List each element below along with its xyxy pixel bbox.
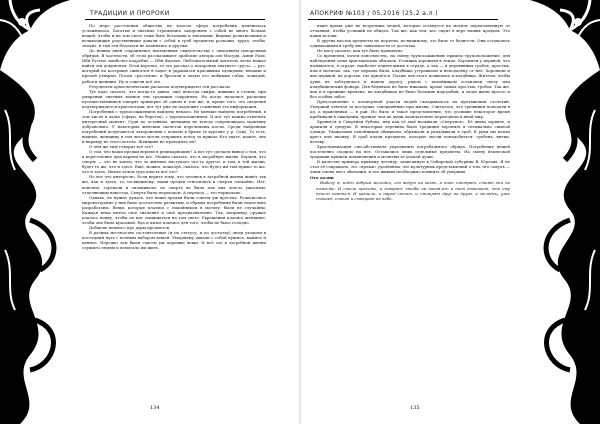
paragraph: Однако, не нужно думать, что наши предки были совсем уж простые. Религиозное мировоззрение у них было достаточно развитым, и обряды погребения были тщательно разработаны. Вещи, которые клались с покойником в могилу, были не случайны. Каждая вещь имела своё значение и своё предназначение. Так, например, оружие клалось воину, чтобы он мог защищаться на том свете. Украшения клались женщине, чтобы она была красивой. Еда и питьё клались для того, чтобы не было голодно.: [82, 194, 266, 225]
paragraph: О чём же ещё говорит всё это?: [89, 144, 154, 150]
paragraph: Добавлю немного про дары предметов.: [89, 224, 171, 230]
header-rule: [308, 19, 498, 20]
left-text-column: [82, 23, 266, 381]
paragraph: До наших дней сохранились письменные свидетельства с описанием похоронных обрядов. В частности, об этом рассказывают арабские авторы аль-Масуди, Амин Рази, Ибн Рустен, наиболее подробно — Ибн Фадлан. Любознательный читатель легко может найти эти документы. Если коротко, то это рассказ о похоронах знатного «руса» — рус, который на кострище сжигался в ладье и украшался красивыми одеждами, вещами и прочей утварью. Потом «рассеяли» и бросали в ладью его любимых собак, лошадей, рабов и женщин. Ну и сожгли всё это.: [82, 48, 266, 84]
paragraph: В разных местностях состоятельные (и по статусу, и по достатку) люди уходили в последний путь с полным набором вещей. Умершему давали с собой нужное, важное и ценное. Нередко там были совсем уж хорошие вещи. И всё это в загробной жизни служило людям и помогало им жить.: [82, 229, 266, 251]
section-subhead: Отъ казни: [310, 175, 334, 181]
header-rule: [85, 19, 265, 20]
tribal-border-ornament-icon: [0, 70, 80, 424]
paragraph: Хранится и Смертная Рубаха, или как её ещё называли «Смертное». Её шили заранее, и хранили в сундуке. В некоторых деревнях была традиция хоронить в специально сшитой одежде. Уважаемых покойников обмывали, обряжали и укладывали в гроб. В руки им клали крест или иконку. В гроб клали предметы, которые могли понадобиться: гребень, нитки, иголку.: [310, 118, 510, 145]
paragraph: Со временем, почти повсеместно, на смену трупосожжению пришло трупоположение, для наблюдения силы христианских обычаев. Усопших хоронили в земле. Хоронили у церквей, что называется, в ограде: наиболее влиятельных в ограде, а так — в деревянных гробах, простых, или в могилах, так, где церковь была, кладбища устраивали и неподалёку от неё. Хоронили и вне церквей, на дорогах, где придётся. Позже для этого появились и кладбища. Жители, чтобы душа не заблудилась и нашла дорогу, рядом с покойником оставляли свечу или кладбищенский фонарь. Для бедняков не было никаких, кроме самых простых, гробов. Так же, как и в прежние времена, на кладбищах не было больших надгробий, и люди жили просто и без особых забот.: [310, 53, 510, 99]
corner-ornament-icon: [530, 0, 600, 70]
running-head: ТРАДИЦИИ И ПРОРОКИ: [90, 10, 170, 17]
page-number: 134: [150, 405, 160, 411]
corner-ornament-icon: [0, 0, 70, 70]
paragraph: Представление о посмертной участи людей складывалось на протяжении столетий. Умерший отвечал за поступки, совершённые при жизни. Считалось, что грешники попадали в ад, а праведники — в рай. Но было и такое представление, что усопшие некоторое время пребывали в ожидании, прежде чем их души окончательно переходили в иной мир.: [310, 98, 510, 119]
tribal-border-ornament-icon: [520, 70, 600, 424]
running-head: АПОКРИФ №103 / 05.2016 (25,2 а.л.): [310, 10, 438, 17]
paragraph: О том, что наши предки верили в реинкарнацию? А вот тут сделаем вывод о том, что в переселение душ верили не все. Можно сказать, что в загробную жизнь. Верили, что смерть — это не конец, что за жизнью наступает что-то другое, и там, в той жизни, будет то же, что и здесь. Ещё, можно, пожалуй, сказать, что будет им там нужно то же, что и здесь. Иначе зачем туда класть всё это?: [82, 149, 266, 175]
paragraph: В других местах предметы не портили, по-видимому, это было от бедности. Они оставались одинаковыми в гробу вне зависимости от достатка.: [310, 38, 510, 49]
legend-quote: Выбегу я, идёт добрый молодец, его ведут на казнь, а тот смотрит, стоят они на помосте. И стали просить, и говорят: чтобы он покаялся, а тот отвечает, что ему нечего каяться. И казнили, а народ стоит, и смотрят друг на друга, а молодец, уже спокоен, стоит и смотрит на небо.: [316, 180, 510, 201]
page-number: 135: [410, 405, 420, 411]
paragraph: Погребений с трупосожжением найдено немало. Не меньше найдено погребений, в том числе в ладье (сфера, на берегах), с трупоположением. И вот тут можно отметить интересный момент. Судя по останкам, женщина не всегда сопровождала мужчину добровольно. У некоторых женских скелетов переломаны кости. Среди найденных погребений встречаются захоронения с копьём в брюхе (в кургане у р. Сож). То есть, видимо, женщину в том числе могли отправить вслед за мужем. Кто знает, может, она и вправду не этого хотела. Женщина не проводила ли?: [82, 108, 266, 145]
paragraph: Тут надо сказать, что когда-то давно, ещё некогда скифы, жившие в степях, при умирании знатных воинов эти традиции сохраняли. Но когда начались раскопки путешественников говорят примерно об одном и том же, и, кроме того, это сведения подтверждаются археологами, вот тут уже не подлежит сомнению эта информация.: [82, 88, 266, 109]
paragraph: Но вот что интересно. Если верить тому, что человек в загробной жизни живёт так же, как и здесь, то, по-видимому, наши предки относились к смерти спокойно. Нет, конечно, горевали и оплакивали, но смерть не была для них чем-то ужасным, отделяющим навсегда. Смерть была переходом. А переход — это нормально.: [82, 174, 266, 195]
paragraph: Не могу сказать, как тут было правильно.: [317, 48, 404, 54]
paragraph: В качестве примера привожу легенду, записанную в Сибирской губернии В. Юрлова. Я не стал её сокращать, это «ярлык» удалённых, что культурных представлений о том, что смерть — лишь смена мест обитания, и что живым необходимо помнить об умерших.: [310, 159, 510, 175]
paragraph: По мере расселения общества на классы сфера погребения изменилась усложнилась. Богатые и знатные стремились захоронить с собой не много больше вещей, чтобы и на том свете тоже быть богатыми и знатными. Видные религиозники и великопищие родственники давали с собой в гроб предметы роскоши, труда, чтобы, значит, и там эти бедолаги не кланялись к другим.: [82, 23, 266, 49]
paragraph: Христианизация способствовала упрощению погребального обряда. Погребение вещей постепенно сходило на нет. Оставались лишь отдельные предметы. На смену языческой традиции пришли поминовения и молитвы за упокой души.: [310, 144, 510, 160]
right-text-column: [310, 23, 510, 383]
right-page: [300, 0, 600, 424]
paragraph: наше время уже не встретишь людей, которые останутся на могиле переполненную от отчаяния, чтобы усопший не обидел. Так же, как тем, кто сидит в вере наших предков. Это наши истоки.: [310, 23, 510, 39]
paragraph: Результаты археологических раскопок подтверждают эти рассказы.: [89, 83, 231, 89]
